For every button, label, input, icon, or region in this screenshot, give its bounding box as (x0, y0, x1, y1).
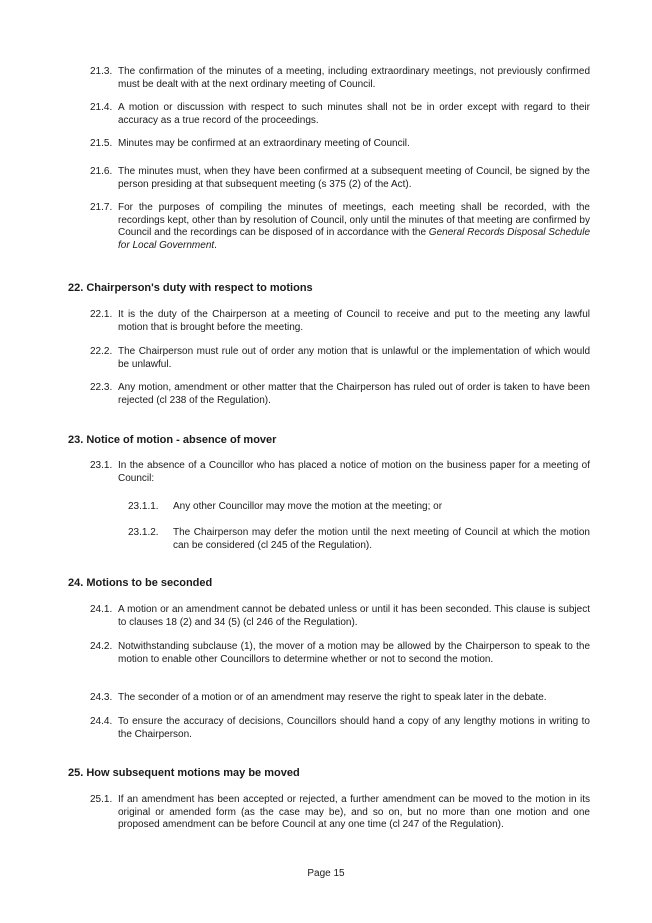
clause-22-3 (90, 382, 590, 407)
clause-number: 24.1. (90, 604, 113, 615)
clause-21-3 (90, 66, 590, 91)
page-number: Page 15 (307, 868, 345, 879)
clause-number: 23.1.2. (128, 527, 159, 538)
clause-number: 22.1. (90, 309, 113, 320)
clause-number: 21.7. (90, 202, 113, 213)
clause-23-1-1 (128, 501, 590, 514)
clause-24-1 (90, 604, 590, 629)
section-heading-22: 22. Chairperson's duty with respect to motions (68, 282, 313, 294)
clause-number: 22.3. (90, 382, 113, 393)
clause-number: 24.2. (90, 641, 113, 652)
clause-24-4 (90, 716, 590, 741)
clause-21-7 (90, 202, 590, 252)
clause-text: Any other Councillor may move the motion at the meeting; or (173, 501, 443, 512)
clause-text: It is the duty of the Chairperson at a meeting of Council to receive and put to the meeting any lawful motion that is brought before the meeting. (118, 309, 590, 333)
clause-22-1 (90, 309, 590, 334)
clause-text-main: For the purposes of compiling the minutes of meetings, each meeting shall be recorded, with the recordings kept, other than by resolution of Council, only until the minutes of that meeting are confirmed by Council and the recordings can be disposed of in accordance with the (118, 202, 590, 238)
clause-number: 21.6. (90, 166, 113, 177)
clause-number: 25.1. (90, 794, 113, 805)
clause-number: 24.4. (90, 716, 113, 727)
clause-25-1 (90, 794, 590, 832)
clause-text: The Chairperson must rule out of order any motion that is unlawful or the implementation of which would be unlawful. (118, 346, 590, 370)
clause-number: 21.3. (90, 66, 113, 77)
clause-text: If an amendment has been accepted or rejected, a further amendment can be moved to the motion in its original or amended form (as the case may be), and so on, but no more than one motion and one proposed amendment can be before Council at any one time (cl 247 of the Regulation). (118, 794, 590, 830)
clause-text: Minutes may be confirmed at an extraordinary meeting of Council. (118, 138, 410, 149)
clause-text: Notwithstanding subclause (1), the mover of a motion may be allowed by the Chairperson to speak to the motion to enable other Councillors to determine whether or not to second the motion. (118, 641, 590, 665)
clause-text (118, 202, 590, 252)
clause-24-3 (90, 692, 590, 705)
clause-text: A motion or an amendment cannot be debated unless or until it has been seconded. This clause is subject to clauses 18 (2) and 34 (5) (cl 246 of the Regulation). (118, 604, 590, 628)
clause-text: A motion or discussion with respect to such minutes shall not be in order except with regard to their accuracy as a true record of the proceedings. (118, 102, 590, 126)
clause-22-2 (90, 346, 590, 371)
clause-21-6 (90, 166, 590, 191)
clause-number: 21.4. (90, 102, 113, 113)
clause-21-5 (90, 138, 590, 151)
clause-number: 22.2. (90, 346, 113, 357)
clause-text: The confirmation of the minutes of a meeting, including extraordinary meetings, not previously confirmed must be dealt with at the next ordinary meeting of Council. (118, 66, 590, 90)
clause-23-1 (90, 460, 590, 485)
clause-number: 23.1. (90, 460, 113, 471)
section-heading-23: 23. Notice of motion - absence of mover (68, 434, 277, 446)
clause-number: 23.1.1. (128, 501, 159, 512)
clause-number: 21.5. (90, 138, 113, 149)
clause-text-italic: General Records Disposal Schedule for Local Government (118, 227, 591, 251)
clause-text: The Chairperson may defer the motion until the next meeting of Council at which the motion can be considered (cl 245 of the Regulation). (173, 527, 590, 551)
clause-text: Any motion, amendment or other matter that the Chairperson has ruled out of order is taken to have been rejected (cl 238 of the Regulation). (118, 382, 590, 406)
clause-text: The minutes must, when they have been confirmed at a subsequent meeting of Council, be signed by the person presiding at that subsequent meeting (s 375 (2) of the Act). (118, 166, 590, 190)
clause-text-end: . (214, 239, 217, 251)
clause-text: In the absence of a Councillor who has placed a notice of motion on the business paper for a meeting of Council: (118, 460, 590, 484)
clause-text: To ensure the accuracy of decisions, Councillors should hand a copy of any lengthy motions in writing to the Chairperson. (118, 716, 590, 740)
clause-text: The seconder of a motion or of an amendment may reserve the right to speak later in the debate. (118, 692, 547, 703)
section-heading-25: 25. How subsequent motions may be moved (68, 767, 300, 779)
clause-24-2 (90, 641, 590, 666)
clause-23-1-2 (128, 527, 590, 552)
clause-21-4 (90, 102, 590, 127)
clause-number: 24.3. (90, 692, 113, 703)
section-heading-24: 24. Motions to be seconded (68, 577, 213, 589)
